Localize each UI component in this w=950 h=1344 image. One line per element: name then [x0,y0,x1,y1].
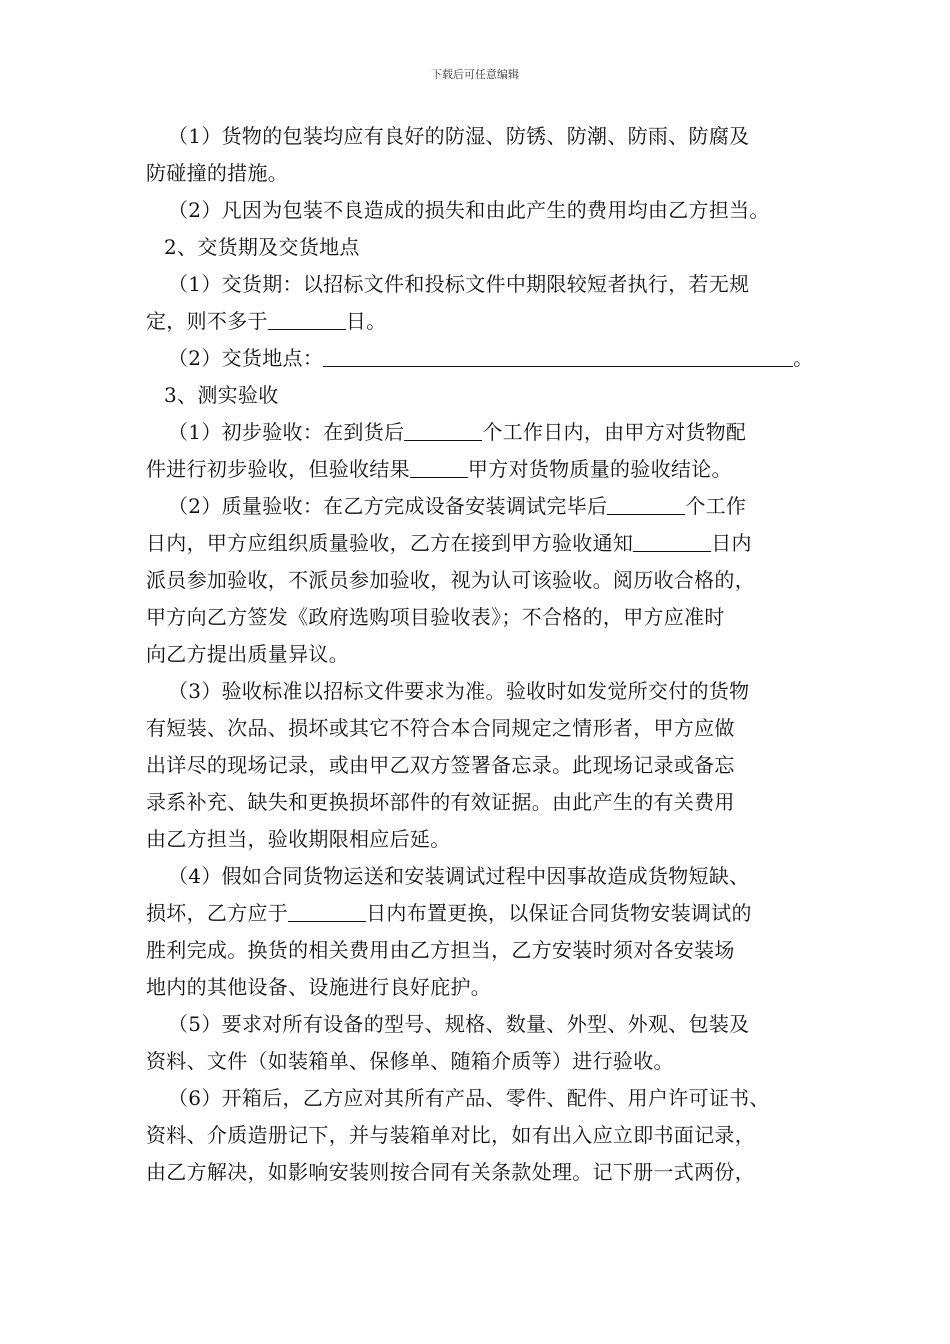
text-span: 定，则不多于 [146,309,268,333]
text-span: （5）要求对所有设备的型号、规格、数量、外型、外观、包装及 [168,1012,750,1036]
text-line [146,1006,816,1043]
text-line [146,1043,816,1080]
text-line [146,340,816,377]
text-span: （2）交货地点： [168,346,324,370]
fill-in-blank[interactable] [288,901,366,922]
fill-in-blank[interactable] [633,531,711,552]
text-span: 损坏，乙方应于 [146,901,289,925]
text-span: 录系补充、缺失和更换损坏部件的有效证据。由此产生的有关费用 [146,790,735,814]
section-heading [146,377,816,414]
text-line [146,192,816,229]
text-span: 2、交货期及交货地点 [164,235,360,259]
fill-in-blank[interactable] [323,346,793,367]
text-span: 派员参加验收，不派员参加验收，视为认可该验收。阅历收合格的， [146,568,755,592]
text-line [146,488,816,525]
text-span: 有短装、次品、损坏或其它不符合本合同规定之情形者，甲方应做 [146,716,735,740]
text-span: （2）凡因为包装不良造成的损失和由此产生的费用均由乙方担当。 [168,198,770,222]
text-span: 资料、文件（如装箱单、保修单、随箱介质等）进行验收。 [146,1049,674,1073]
fill-in-blank[interactable] [268,309,346,330]
fill-in-blank[interactable] [404,420,482,441]
section-heading [146,229,816,266]
text-span: 防碰撞的措施。 [146,161,289,185]
text-span: 日内布置更换，以保证合同货物安装调试的 [366,901,752,925]
page-header: 下载后可任意编辑 [431,68,519,81]
text-span: 由乙方担当，验收期限相应后延。 [146,827,451,851]
text-line [146,1154,816,1191]
text-span: 日内 [711,531,752,555]
text-line [146,266,816,303]
fill-in-blank[interactable] [410,457,468,478]
text-line [146,710,816,747]
text-span: 由乙方解决，如影响安装则按合同有关条款处理。记下册一式两份， [146,1160,755,1184]
text-line [146,747,816,784]
text-span: 向乙方提出质量异议。 [146,642,349,666]
text-span: 资料、介质造册记下，并与装箱单对比，如有出入应立即书面记录， [146,1123,755,1147]
text-span: 。 [793,346,814,370]
text-line [146,969,816,1006]
text-line [146,858,816,895]
text-span: 甲方对货物质量的验收结论。 [467,457,732,481]
text-line [146,599,816,636]
text-line [146,784,816,821]
text-line [146,303,816,340]
text-span: （1）货物的包装均应有良好的防湿、防锈、防潮、防雨、防腐及 [168,124,750,148]
text-span: 个工作 [685,494,747,518]
text-line [146,414,816,451]
text-line [146,562,816,599]
text-line [146,118,816,155]
text-line [146,673,816,710]
text-span: （6）开箱后，乙方应对其所有产品、零件、配件、用户许可证书、 [168,1086,770,1110]
text-span: （2）质量验收：在乙方完成设备安装调试完毕后 [168,494,608,518]
fill-in-blank[interactable] [607,494,685,515]
text-line [146,525,816,562]
text-span: （3）验收标准以招标文件要求为准。验收时如发觉所交付的货物 [168,679,750,703]
text-span: （4）假如合同货物运送和安装调试过程中因事故造成货物短缺、 [168,864,750,888]
text-span: （1）初步验收：在到货后 [168,420,405,444]
text-line [146,895,816,932]
text-line [146,1117,816,1154]
text-line [146,821,816,858]
text-span: 地内的其他设备、设施进行良好庇护。 [146,975,492,999]
text-span: 个工作日内，由甲方对货物配 [482,420,747,444]
text-span: 甲方向乙方签发《政府选购项目验收表》；不合格的，甲方应准时 [146,605,725,629]
text-line [146,1080,816,1117]
text-span: 日。 [345,309,387,333]
text-span: 3、测实验收 [164,383,279,407]
text-span: 件进行初步验收，但验收结果 [146,457,410,481]
document-body [146,118,816,1191]
text-line [146,932,816,969]
text-span: 日内，甲方应组织质量验收，乙方在接到甲方验收通知 [146,531,634,555]
text-line [146,155,816,192]
text-span: （1）交货期：以招标文件和投标文件中期限较短者执行，若无规 [168,272,750,296]
text-line [146,451,816,488]
text-span: 胜利完成。换货的相关费用由乙方担当，乙方安装时须对各安装场 [146,938,735,962]
text-line [146,636,816,673]
text-span: 出详尽的现场记录，或由甲乙双方签署备忘录。此现场记录或备忘 [146,753,735,777]
